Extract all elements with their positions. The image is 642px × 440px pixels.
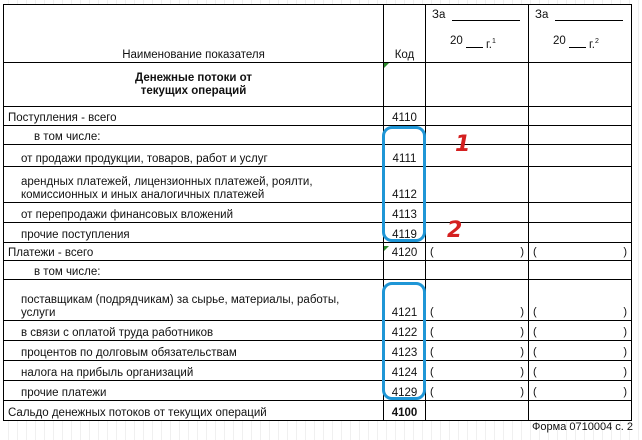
table-row: в том числе:: [4, 126, 632, 145]
table-row: в связи с оплатой труда работников 4122 ( ) ( ): [4, 321, 632, 341]
section-title: Денежные потоки от текущих операций: [4, 63, 384, 107]
cash-flow-table: [3, 4, 632, 421]
table-row: поставщикам (подрядчикам) за сырье, материалы, работы, услуги 4121 ( ) ( ): [4, 280, 632, 321]
table-row: налога на прибыль организаций 4124 ( ) ( ): [4, 361, 632, 381]
table-row: в том числе:: [4, 261, 632, 280]
annotation-number-1: 1: [455, 132, 471, 157]
cell-comment-marker: [384, 63, 389, 68]
table-header-row: [4, 5, 632, 63]
header-indicator-name: Наименование показателя: [4, 5, 384, 63]
form-number: Форма 0710004 с. 2: [532, 421, 633, 433]
period-2-year-suffix: г.$^2$: [589, 38, 599, 51]
header-code: Код: [384, 5, 426, 63]
header-period-2: [529, 5, 632, 63]
table-row: от перепродажи финансовых вложений 4113: [4, 203, 632, 223]
period-1-year-suffix: г.$^1$: [486, 38, 496, 51]
table-row: Поступления - всего 4110: [4, 107, 632, 126]
period-2-blank-line: [555, 20, 623, 21]
period-2-year-blank: [569, 47, 586, 48]
period-1-year-prefix: 20: [450, 35, 463, 47]
period-2-year-prefix: 20: [553, 35, 566, 47]
table-row: арендных платежей, лицензионных платежей, роялти, комиссионных и иных аналогичных платежей 4112: [4, 167, 632, 203]
table-row: прочие платежи 4129 ( ) ( ): [4, 381, 632, 401]
table-row: от продажи продукции, товаров, работ и услуг 4111: [4, 145, 632, 167]
period-1-year-blank: [466, 47, 483, 48]
cell-comment-marker: [384, 246, 389, 251]
period-1-blank-line: [452, 20, 520, 21]
table-row: прочие поступления 4119: [4, 223, 632, 243]
table-row: Сальдо денежных потоков от текущих операций 4100: [4, 401, 632, 421]
section-title-row: [4, 63, 632, 107]
header-period-1: [426, 5, 529, 63]
period-1-za: За: [432, 9, 446, 21]
period-2-za: За: [535, 9, 549, 21]
annotation-number-2: 2: [447, 218, 463, 243]
table-row: процентов по долговым обязательствам 4123 ( ) ( ): [4, 341, 632, 361]
table-row: Платежи - всего 4120 ( ) ( ): [4, 243, 632, 261]
